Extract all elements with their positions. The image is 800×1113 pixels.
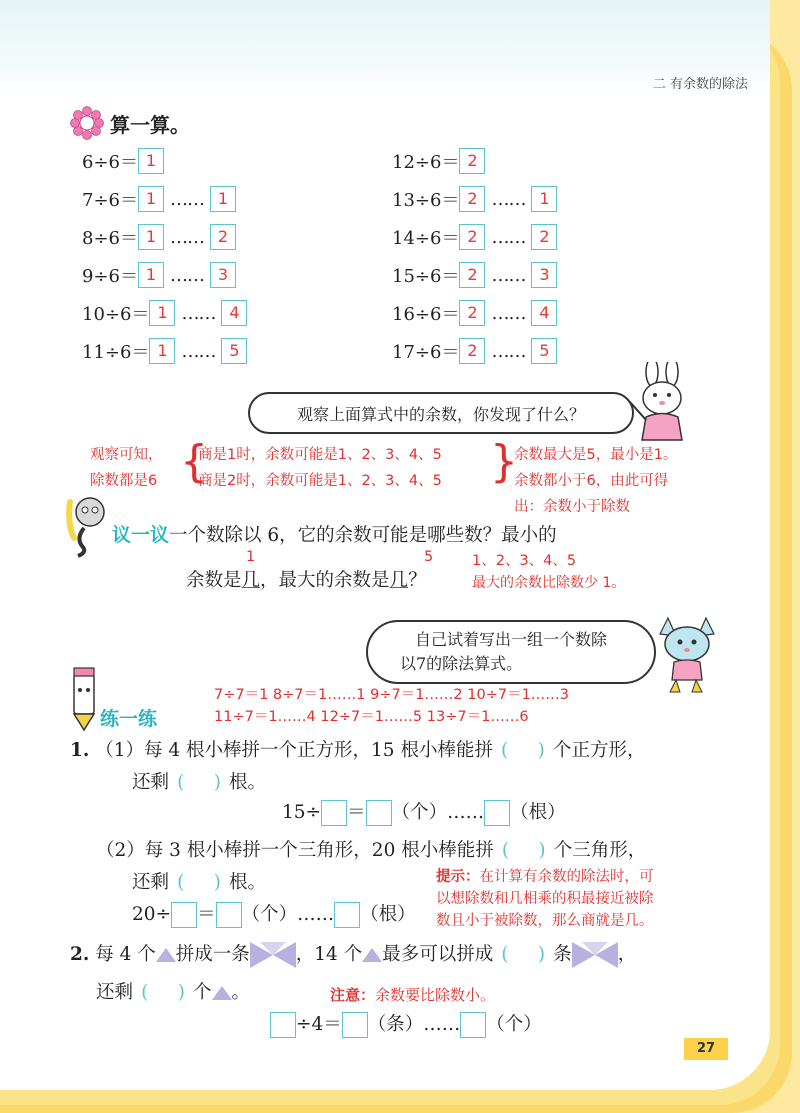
q1b-line1	[96, 838, 646, 864]
written-answers-2: 11÷7＝1……4 12÷7＝1……5 13÷7＝1……6	[214, 709, 529, 725]
tip-line3: 数且小于被除数，那么商就是几。	[436, 913, 654, 929]
speech-bubble-observe	[248, 392, 634, 434]
note-label: 注意：	[330, 986, 376, 1004]
discuss-line2	[186, 568, 427, 594]
q1b-eq-d: （根）	[360, 904, 416, 925]
q1b-text-4: 根。	[229, 872, 267, 893]
note-mid-line1: 商是1时，余数可能是1、2、3、4、5	[198, 447, 442, 463]
q1a-eq-b: ＝	[347, 802, 366, 823]
calc-row	[392, 262, 557, 288]
discuss-text-c: ，最大的余数是	[260, 570, 390, 591]
calc-remainder-box[interactable]: 1	[531, 186, 557, 212]
calc-expression: 16÷6＝	[392, 304, 460, 325]
q1b-text-3: 还剩	[132, 872, 170, 893]
calc-remainder-box[interactable]: 2	[210, 224, 236, 250]
q1-line2	[132, 770, 266, 796]
bowtie-shape-icon-2	[572, 942, 618, 968]
calc-row	[82, 300, 247, 326]
calc-expression: 15÷6＝	[392, 266, 460, 287]
q1-line1	[70, 738, 645, 764]
calc-dots: ……	[170, 188, 204, 210]
q1b-blank-count[interactable]: ( )	[501, 840, 546, 861]
worm-mascot-icon	[64, 494, 114, 560]
calc-quotient-box[interactable]: 2	[459, 262, 485, 288]
calc-dots: ……	[170, 226, 204, 248]
calc-expression: 7÷6＝	[82, 190, 138, 211]
q1a-eq-c: （个）……	[391, 802, 485, 823]
calc-row	[82, 148, 164, 174]
calc-row	[392, 186, 557, 212]
calc-expression: 6÷6＝	[82, 152, 138, 173]
q2-eq-b: （条）……	[367, 1014, 461, 1035]
bunny-teacher-icon	[622, 362, 702, 444]
q2-text-d: 最多可以拼成	[382, 944, 494, 965]
calc-row	[392, 148, 485, 174]
answer-list: 1、2、3、4、5	[472, 553, 577, 569]
calc-remainder-box[interactable]: 1	[210, 186, 236, 212]
note-divisor	[90, 442, 163, 494]
q2-text-b: 拼成一条	[175, 944, 250, 965]
calc-expression: 12÷6＝	[392, 152, 460, 173]
q1b-eq-c: （个）……	[241, 904, 335, 925]
answer-note: 最大的余数比除数少 1。	[472, 575, 626, 591]
q2-quotient-box[interactable]	[342, 1012, 368, 1038]
q1a-equation	[282, 800, 566, 826]
note-left-line2: 除数都是6	[90, 473, 158, 489]
q1a-eq-a: 15÷	[282, 802, 322, 823]
bubble-observe-text: 观察上面算式中的余数，你发现了什么？	[296, 404, 585, 424]
q2-text-e: 条	[553, 944, 572, 965]
calc-quotient-box[interactable]: 2	[459, 338, 485, 364]
brace-left: {	[180, 436, 208, 487]
q2-remainder-box[interactable]	[460, 1012, 486, 1038]
discuss-text-e: ？	[408, 570, 427, 591]
q2-line2	[96, 980, 250, 1006]
q1b-remainder-box[interactable]	[334, 902, 360, 928]
q2-text-c: ，14 个	[295, 944, 363, 965]
q2-dividend-box[interactable]	[270, 1012, 296, 1038]
q1a-text-4: 根。	[229, 772, 267, 793]
calc-remainder-box[interactable]: 3	[210, 262, 236, 288]
calc-row	[82, 186, 236, 212]
q1b-quotient-box[interactable]	[216, 902, 242, 928]
q1a-divisor-box[interactable]	[321, 800, 347, 826]
calc-row	[392, 338, 557, 364]
calc-quotient-box[interactable]: 1	[138, 148, 164, 174]
triangle-icon-2	[362, 948, 382, 962]
calc-expression: 9÷6＝	[82, 266, 138, 287]
tip-label: 提示：	[436, 869, 480, 885]
calc-remainder-box[interactable]: 5	[221, 338, 247, 364]
calc-dots: ……	[491, 302, 526, 324]
tip-line2: 以想除数和几相乘的积最接近被除	[436, 891, 654, 907]
calc-quotient-box[interactable]: 2	[459, 186, 485, 212]
calc-quotient-box[interactable]: 1	[138, 224, 164, 250]
bubble-try-line1: 自己试着写出一组一个数除	[414, 630, 607, 649]
note-right-line1: 余数最大是5，最小是1。	[514, 447, 678, 463]
calc-remainder-box[interactable]: 3	[531, 262, 557, 288]
triangle-icon-3	[212, 986, 232, 1000]
note-quotients	[198, 442, 442, 494]
q1a-quotient-box[interactable]	[366, 800, 392, 826]
q2-text-f: ，	[617, 944, 637, 965]
calc-remainder-box[interactable]: 4	[531, 300, 557, 326]
calc-remainder-box[interactable]: 4	[221, 300, 247, 326]
discuss-label: 议一议	[112, 524, 170, 546]
calc-expression: 17÷6＝	[392, 342, 460, 363]
discuss-line1	[112, 522, 557, 549]
written-answers-1: 7÷7＝1 8÷7＝1……1 9÷7＝1……2 10÷7＝1……3	[214, 687, 570, 703]
tip-line1: 在计算有余数的除法时，可	[479, 869, 654, 885]
calc-expression: 10÷6＝	[82, 304, 150, 325]
discuss-question-1: 一个数除以 6，它的余数可能是哪些数？最小的	[169, 525, 557, 546]
calc-expression: 13÷6＝	[392, 190, 460, 211]
q1-number: 1.	[70, 740, 90, 761]
calc-expression: 14÷6＝	[392, 228, 460, 249]
calc-quotient-box[interactable]: 1	[149, 338, 175, 364]
calc-remainder-box[interactable]: 2	[531, 224, 557, 250]
q1b-text: （2）每 3 根小棒拼一个三角形，20 根小棒能拼	[96, 840, 494, 861]
calc-row	[82, 262, 236, 288]
q1a-text-3: 还剩	[132, 772, 170, 793]
bowtie-shape-icon	[250, 942, 296, 968]
q1a-blank-count[interactable]: ( )	[501, 740, 545, 761]
q2-blank-remain[interactable]: ( )	[141, 982, 185, 1003]
q1a-blank-remain[interactable]: ( )	[177, 772, 221, 793]
calc-row	[392, 300, 557, 326]
calc-quotient-box[interactable]: 1	[138, 186, 164, 212]
q2-blank-count[interactable]: ( )	[501, 944, 546, 965]
q2-eq-c: （个）	[486, 1014, 542, 1035]
note-text: 余数要比除数小。	[375, 986, 496, 1004]
discuss-blank-min: 几	[241, 570, 261, 591]
answer-max: 5	[424, 549, 434, 565]
q1b-text-2: 个三角形，	[553, 840, 647, 861]
note-box	[330, 982, 495, 1008]
calc-dots: ……	[181, 340, 216, 362]
note-conclusion	[514, 442, 677, 520]
flower-icon	[70, 106, 104, 140]
section-header: 二 有余数的除法	[652, 77, 748, 92]
page-number: 27	[684, 1038, 728, 1060]
q1b-blank-remain[interactable]: ( )	[177, 872, 221, 893]
q1a-text: （1）每 4 根小棒拼一个正方形，15 根小棒能拼	[95, 740, 493, 761]
calc-row	[82, 224, 236, 250]
q2-text-i: 。	[231, 982, 251, 1003]
calc-dots: ……	[181, 302, 216, 324]
calc-dots: ……	[170, 264, 204, 286]
discuss-blank-max: 几	[389, 570, 409, 591]
calc-expression: 8÷6＝	[82, 228, 138, 249]
calc-dots: ……	[491, 226, 526, 248]
calc-dots: ……	[491, 340, 526, 362]
note-left-line1: 观察可知，	[90, 447, 163, 463]
calc-dots: ……	[491, 264, 526, 286]
q1b-eq-b: ＝	[197, 904, 216, 925]
q1a-text-2: 个正方形，	[552, 740, 646, 761]
calc-title-text: 算一算。	[110, 112, 190, 137]
answer-min: 1	[246, 549, 256, 565]
calc-remainder-box[interactable]: 5	[531, 338, 557, 364]
q1a-eq-d: （根）	[510, 802, 566, 823]
q2-line1	[70, 942, 636, 968]
q1b-line2	[132, 870, 266, 896]
bubble-try-line2: 以7的除法算式。	[400, 654, 523, 673]
calc-quotient-box[interactable]: 2	[459, 148, 485, 174]
q2-text-a: 每 4 个	[95, 944, 156, 965]
discuss-text-a: 余数是	[186, 570, 242, 591]
q2-eq-a: ÷4＝	[296, 1014, 342, 1035]
note-right-line3: 出：余数小于除数	[514, 499, 630, 515]
brace-right: }	[490, 436, 518, 487]
q2-text-g: 还剩	[96, 982, 134, 1003]
q1b-eq-a: 20÷	[132, 904, 172, 925]
mouse-mascot-icon	[646, 610, 728, 696]
note-mid-line2: 商是2时，余数可能是1、2、3、4、5	[198, 473, 442, 489]
calc-dots: ……	[491, 188, 526, 210]
calc-section-title	[70, 106, 190, 140]
q2-number: 2.	[70, 944, 90, 965]
q1a-remainder-box[interactable]	[484, 800, 510, 826]
pencil-mascot-icon	[64, 664, 104, 734]
triangle-icon	[156, 948, 176, 962]
calc-quotient-box[interactable]: 1	[149, 300, 175, 326]
q2-text-h: 个	[193, 982, 212, 1003]
q2-equation	[270, 1012, 542, 1038]
calc-quotient-box[interactable]: 2	[459, 300, 485, 326]
calc-quotient-box[interactable]: 2	[459, 224, 485, 250]
tip-box	[436, 866, 654, 932]
q1b-divisor-box[interactable]	[171, 902, 197, 928]
note-right-line2: 余数都小于6，由此可得	[514, 473, 669, 489]
calc-row	[82, 338, 247, 364]
speech-bubble-try	[366, 620, 656, 684]
practice-label: 练一练	[100, 708, 158, 730]
calc-row	[392, 224, 557, 250]
calc-expression: 11÷6＝	[82, 342, 150, 363]
q1b-equation	[132, 902, 416, 928]
calc-quotient-box[interactable]: 1	[138, 262, 164, 288]
